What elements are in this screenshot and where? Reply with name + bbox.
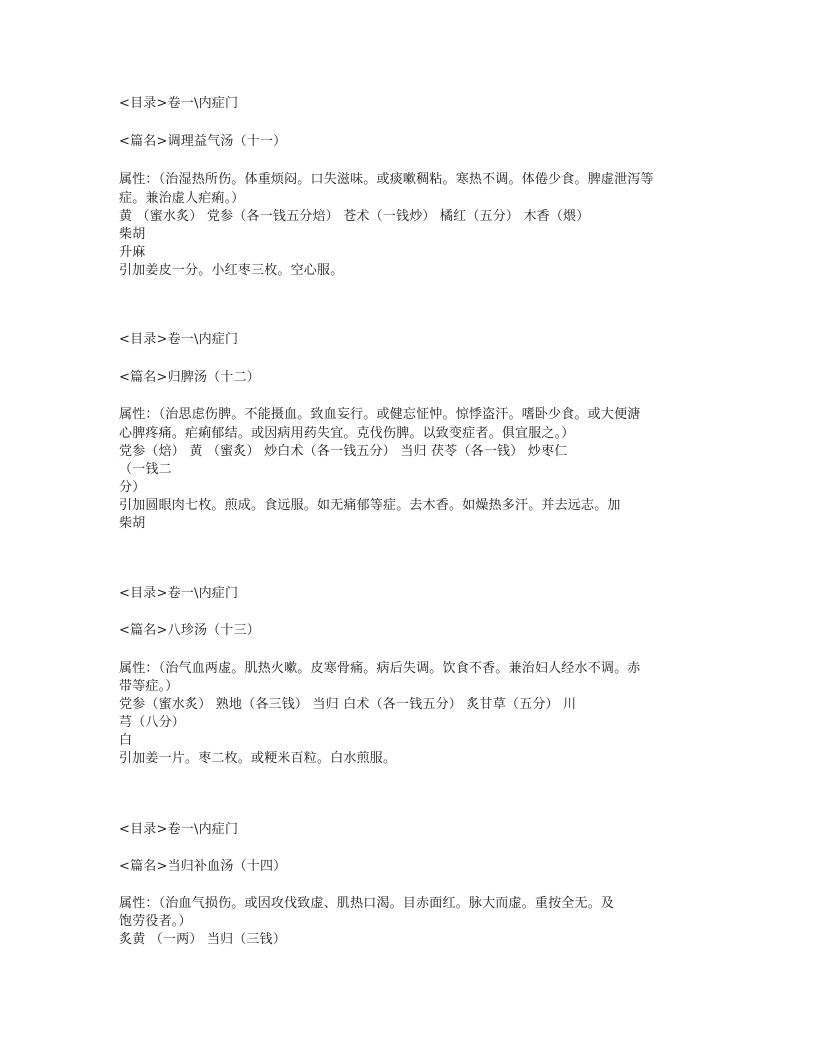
body-line: 柴胡 — [119, 227, 146, 242]
catalog-line: <目录>卷一\内症门 — [119, 332, 239, 347]
body-line: 白 — [119, 733, 133, 748]
title-line: <篇名>当归补血汤（十四） — [119, 859, 287, 874]
body-line: 芎（八分） — [119, 715, 186, 730]
body-line: 属性：（治思虑伤脾。不能摄血。致血妄行。或健忘怔忡。惊悸盗汗。嗜卧少食。或大便溏 — [119, 407, 641, 422]
body-line: 带等症。） — [119, 679, 179, 694]
body-line: 柴胡 — [119, 516, 146, 531]
body-line: 炙黄 （一两） 当归（三钱） — [119, 932, 287, 947]
body-line: 心脾疼痛。疟痢郁结。或因病用药失宜。克伐伤脾。以致变症者。俱宜服之。） — [119, 426, 575, 441]
body-line: 引加圆眼肉七枚。煎成。食远服。如无痛郁等症。去木香。如燥热多汗。并去远志。加 — [119, 498, 621, 513]
catalog-line: <目录>卷一\内症门 — [119, 586, 239, 601]
body-line: 饱劳役者。） — [119, 914, 192, 929]
title-line: <篇名>归脾汤（十二） — [119, 370, 260, 385]
catalog-line: <目录>卷一\内症门 — [119, 96, 239, 111]
title-line: <篇名>八珍汤（十三） — [119, 623, 260, 638]
body-line: 属性：（治湿热所伤。体重烦闷。口失滋味。或痰嗽稠粘。寒热不调。体倦少食。脾虚泄泻等 — [119, 172, 654, 187]
body-line: 升麻 — [119, 245, 146, 260]
body-line: （一钱二 — [119, 462, 172, 477]
body-line: 黄 （蜜水炙） 党参（各一钱五分焙） 苍术（一钱炒） 橘红（五分） 木香（煨） — [119, 209, 590, 224]
body-line: 属性：（治血气损伤。或因攻伐致虚、肌热口渴。目赤面红。脉大而虚。重按全无。及 — [119, 896, 615, 911]
title-line: <篇名>调理益气汤（十一） — [119, 134, 287, 149]
body-line: 党参（蜜水炙） 熟地（各三钱） 当归 白术（各一钱五分） 炙甘草（五分） 川 — [119, 697, 577, 712]
body-line: 分） — [119, 480, 146, 495]
catalog-line: <目录>卷一\内症门 — [119, 822, 239, 837]
body-line: 症。兼治虚人疟痢。） — [119, 191, 245, 206]
body-line: 属性：（治气血两虚。肌热火嗽。皮寒骨痛。病后失调。饮食不香。兼治妇人经水不调。赤 — [119, 661, 641, 676]
body-line: 引加姜一片。枣二枚。或粳米百粒。白水煎服。 — [119, 751, 397, 766]
body-line: 党参（焙） 黄 （蜜炙） 炒白术（各一钱五分） 当归 茯苓（各一钱） 炒枣仁 — [119, 444, 568, 459]
body-line: 引加姜皮一分。小红枣三枚。空心服。 — [119, 263, 344, 278]
